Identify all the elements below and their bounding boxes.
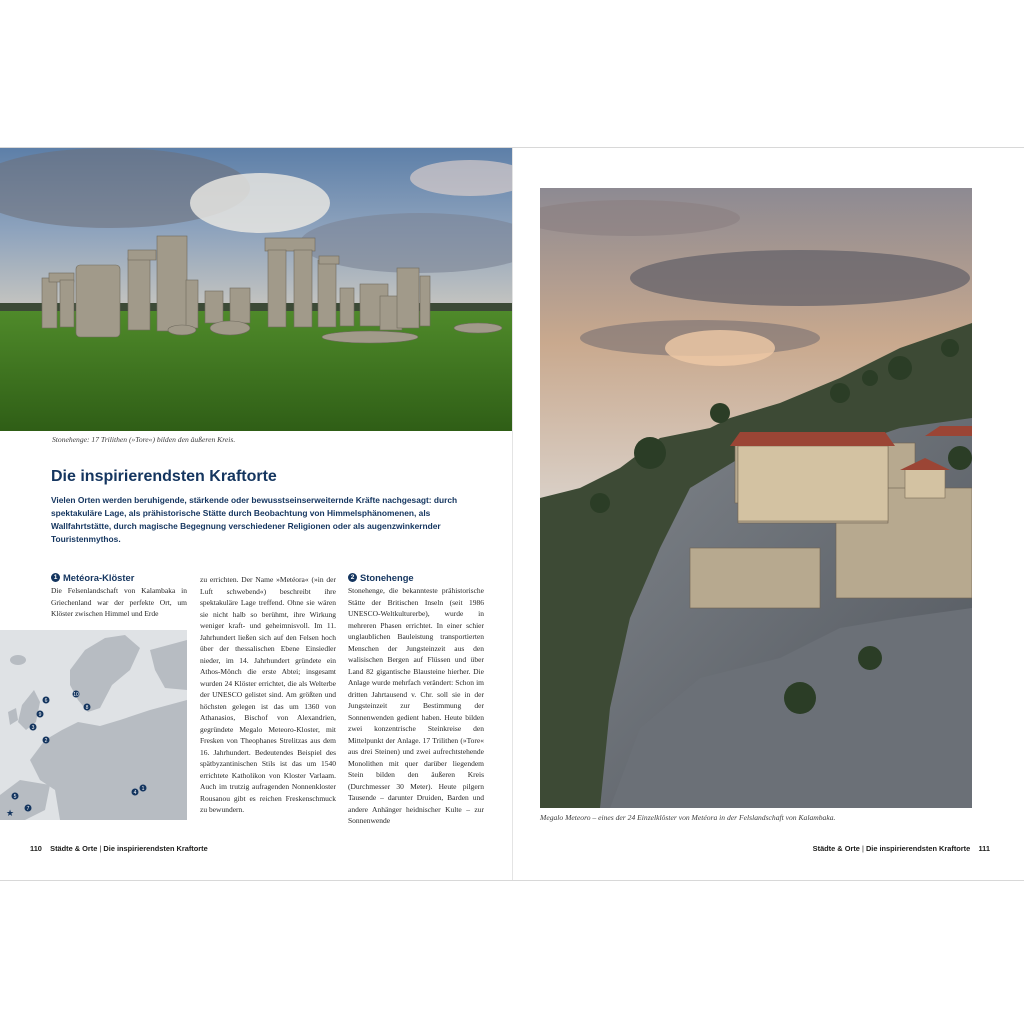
footer-section: Städte & Orte [50,844,98,853]
star-icon: ★ [6,808,15,818]
left-page [0,148,513,880]
svg-text:3: 3 [31,725,35,731]
stonehenge-caption: Stonehenge: 17 Trilithen (»Tore«) bilden den äußeren Kreis. [52,435,236,444]
stonehenge-text: Stonehenge, die bekannteste prähistorische Stätte der Britischen Inseln (seit 1986 UNESCO-Weltkulturerbe), wurde in mehreren Phasen errichtet. In einer schier unglaublichen Bauleistung transportierten Menschen der Jungsteinzeit aus den walisischen Bergen auf Flüssen und über Land 82 gigantische Blausteine hierher. Die Anlage wurde mehrfach verändert: Schon im dritten Jahrtausend v. Chr. soll sie in der Jungsteinzeit zur Bestimmung der Sonnenwenden gedient haben. Heute bilden zwei konzentrische Steinkreise den Mittelpunkt der Anlage. 17 Trilithen (»Tore« aus drei Steinen) und zwei aufrechtstehende Monolithen mit quer darüber liegendem Stein bilden den äußeren Kreis (Durchmesser 30 Meter). Heute pilgern Tausende – darunter Druiden, Barden und andere Anhänger heidnischer Kulte – zur Sonnenwende [348,586,484,825]
footer-section: Städte & Orte [812,844,860,853]
page-number: 111 [978,844,990,853]
map-marker [30,724,37,732]
section-number-badge: 2 [348,573,357,582]
meteora-text-col2: zu errichten. Der Name »Metéora« (»in der Luft schwebend«) beschreibt ihre spektakuläre Lage treffend. Ohne sie wären sie nicht halb so berühmt, ihre Wirkung weniger kraft- und geheimnisvoll. Im 11. Jahrhundert ließen sich auf den Felsen hoch über der thessalischen Ebene Einsiedler nieder, im 14. Jahrhundert gründete ein Athos-Mönch die erste Abtei; insgesamt wurden 24 Klöster errichtet, die als Welterbe der UNESCO gelistet sind. Am größten und höchsten gelegen ist das um 1360 von Athanasios, Bischof von Alexandrien, gegründete Megalo Meteoro-Kloster, mit Fresken von Theophanes Strelitzas aus dem 16. Jahrhundert. Bedeutendes Beispiel des spätbyzantinischen Stils ist das um 1540 errichtete Katholikon von Kloster Varlaam. Auch im trutzig aufragenden Nonnenkloster Rousanou gibt es reichen Freskenschmuck zu bewundern. [200,575,336,814]
section-title: Stonehenge [360,572,414,583]
meteora-monastery-photo [540,188,972,808]
meteora-caption: Megalo Meteoro – eines der 24 Einzelklöster von Metéora in der Felslandschaft von Kalambaka. [540,813,836,822]
stonehenge-photo [0,148,512,431]
svg-text:10: 10 [73,692,79,698]
europe-locator-map [0,630,187,820]
article-headline: Die inspirierendsten Kraftorte [51,468,277,485]
map-marker [37,711,44,719]
svg-text:2: 2 [44,738,48,744]
svg-text:8: 8 [85,705,89,711]
svg-text:7: 7 [26,806,30,812]
section-heading-meteora [51,572,134,583]
right-footer: Städte & Orte | Die inspirierendsten Kraftorte 111 [812,844,990,853]
right-page [512,148,1024,880]
svg-text:1: 1 [141,786,145,792]
svg-text:5: 5 [13,794,17,800]
svg-text:9: 9 [38,712,42,718]
section-number-badge: 1 [51,573,60,582]
svg-text:4: 4 [133,790,137,796]
article-lead: Vielen Orten werden beruhigende, stärkende oder bewusstseinserweiternde Kräfte nachgesagt: durch spektakuläre Lage, als prähistorische Stätte durch Beobachtung von Himmelsphänomenen, als Wallfahrtstätte, durch magische Begegnung verschiedener Religionen oder als augenzwinkernder Touristenmythos. [51,495,458,544]
svg-text:6: 6 [44,698,48,704]
meteora-text-col1: Die Felsenlandschaft von Kalambaka in Griechenland war der perfekte Ort, um Klöster zwischen Himmel und Erde [51,586,187,618]
map-marker [73,691,80,699]
section-heading-stonehenge [348,572,414,583]
footer-title: Die inspirierendsten Kraftorte [103,844,208,853]
footer-title: Die inspirierendsten Kraftorte [865,844,971,853]
book-spread [0,147,1024,881]
section-title: Metéora-Klöster [63,572,135,583]
page-number: 110 [30,844,42,853]
left-footer: 110 Städte & Orte | Die inspirierendsten Kraftorte [30,844,208,853]
map-marker [43,697,50,705]
